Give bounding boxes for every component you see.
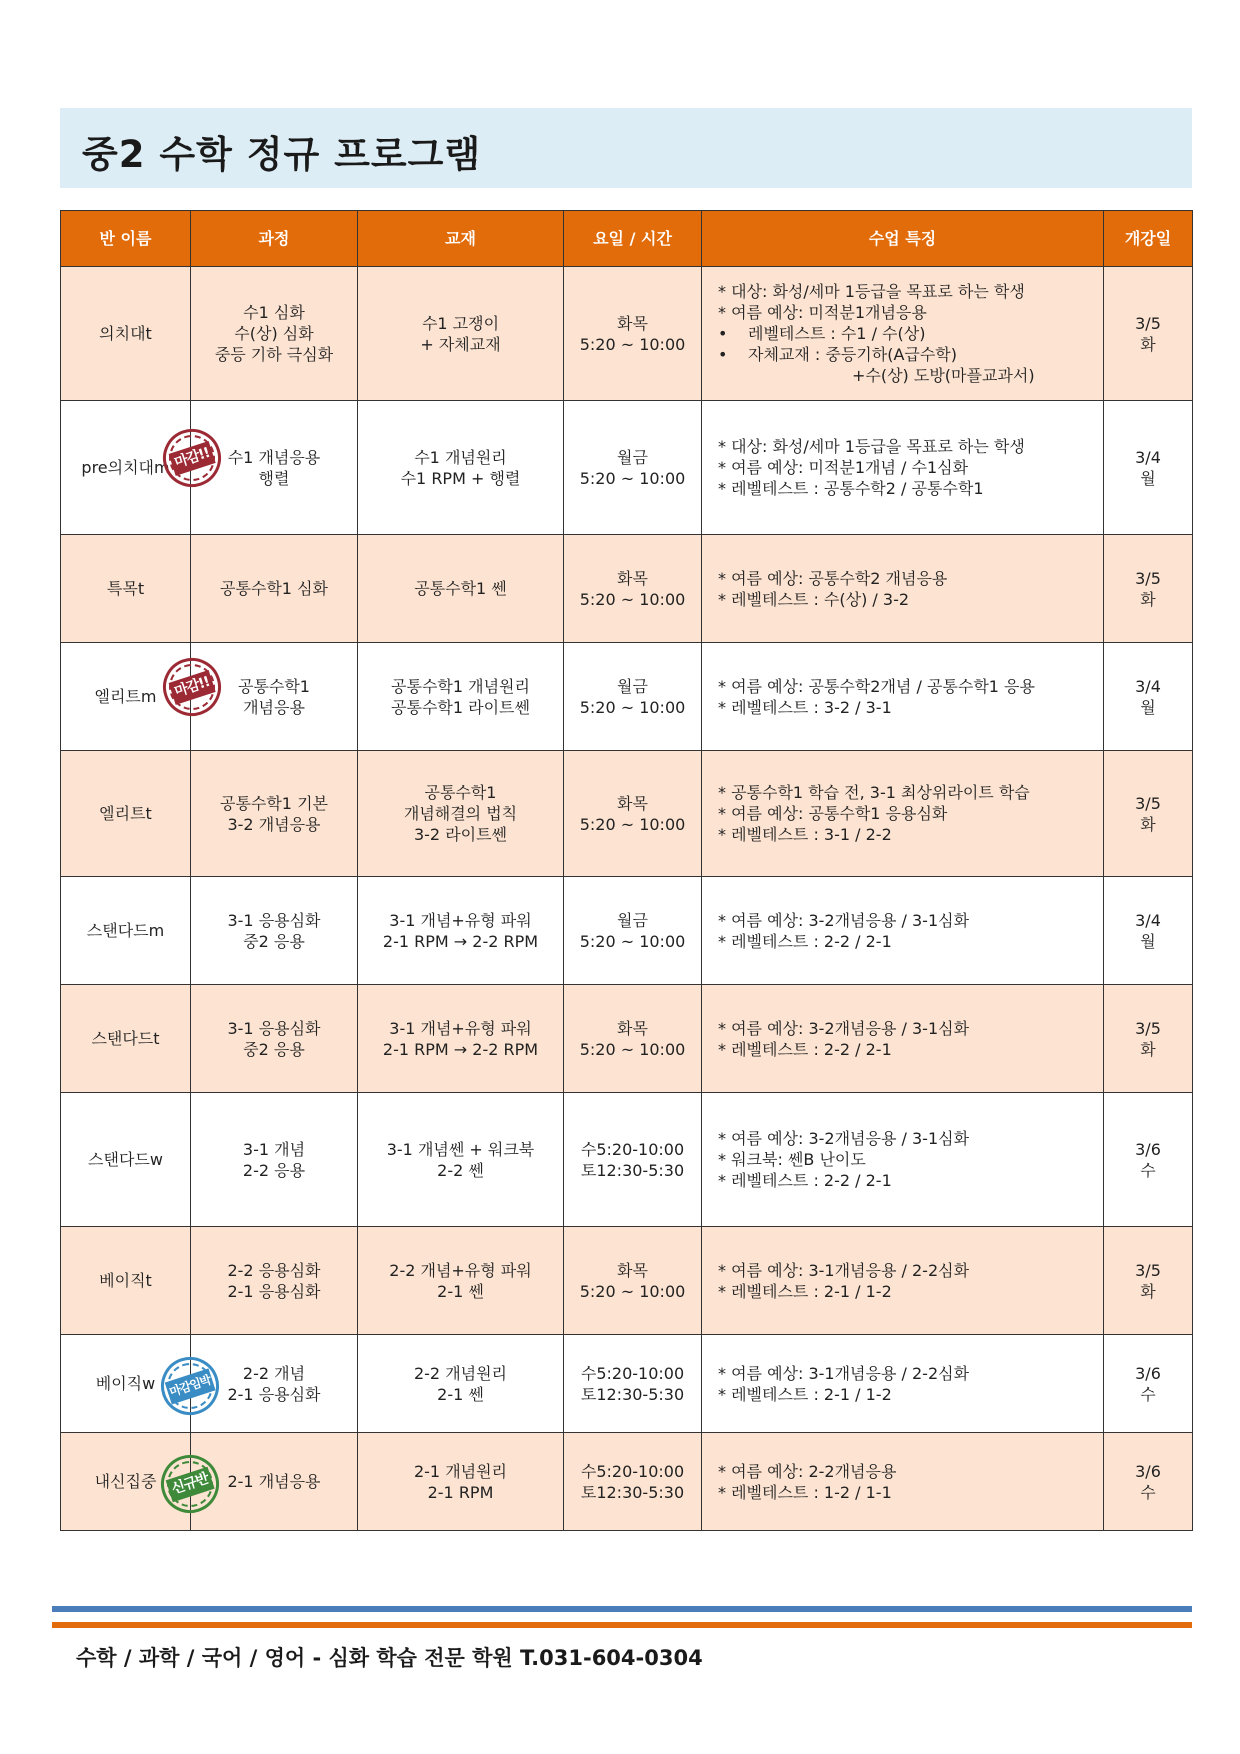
course-cell-line: 공통수학1 기본 [219,793,328,813]
schedule-cell-line: 토12:30-5:30 [580,1482,685,1502]
class-name: 스탠다드m [86,921,165,940]
textbook-cell-line: 2-2 쎈 [437,1160,484,1180]
textbook-cell-line: 2-1 RPM → 2-2 RPM [382,931,539,951]
start-date-cell [1104,1227,1193,1335]
header-start-date: 개강일 [1104,211,1193,267]
feature-line: * 레벨테스트 : 1-2 / 1-1 [718,1482,892,1502]
feature-line: * 여름 예상: 미적분1개념 / 수1심화 [718,458,969,477]
table-row [61,643,1193,751]
start-date-cell-line: 3/6 [1135,1461,1161,1481]
textbook-cell-line: + 자체교재 [420,334,501,354]
textbook-cell-line: 3-1 개념+유형 파워 [389,1018,532,1038]
features-cell [702,877,1104,985]
features-cell [702,985,1104,1093]
start-date-cell-line: 화 [1140,334,1156,354]
feature-line: * 대상: 화성/세마 1등급을 목표로 하는 학생 [718,437,1025,456]
course-cell-line: 중2 응용 [243,1039,305,1059]
course-cell-line: 3-1 개념 [242,1139,306,1159]
textbook-cell-line: 수1 RPM + 행렬 [400,468,521,488]
schedule-cell-line: 수5:20-10:00 [580,1139,685,1159]
schedule-cell [564,877,702,985]
schedule-cell [564,751,702,877]
textbook-cell [358,1335,564,1433]
features-cell [702,1433,1104,1531]
schedule-cell-line: 화목 [617,313,648,333]
start-date-cell [1104,751,1193,877]
schedule-cell [564,267,702,401]
feature-line [718,323,1103,344]
course-cell-line: 2-1 개념응용 [227,1472,321,1491]
textbook-cell-line: 2-2 개념+유형 파워 [389,1260,532,1280]
course-cell-line: 2-2 응용 [242,1160,306,1180]
start-date-cell [1104,877,1193,985]
class-name: 특목t [106,579,145,598]
status-stamp-label: 마감!! [169,669,216,704]
footer-contact: 수학 / 과학 / 국어 / 영어 - 심화 학습 전문 학원 T.031-604-0304 [76,1646,703,1670]
feature-line: * 레벨테스트 : 2-1 / 1-2 [718,1384,892,1404]
class-name-cell [61,1335,213,1433]
table-row [61,267,1193,401]
course-cell-line: 중등 기하 극심화 [214,345,334,364]
schedule-cell-line: 5:20 ~ 10:00 [579,1039,686,1059]
feature-line: * 여름 예상: 미적분1개념응용 [718,303,927,322]
features-cell [702,267,1104,401]
feature-line: * 레벨테스트 : 수(상) / 3-2 [718,589,910,609]
course-cell-line: 3-1 응용심화 [227,910,321,930]
header-schedule: 요일 / 시간 [564,211,702,267]
class-name: 엘리트m [94,687,157,706]
start-date-cell-line: 3/5 [1135,793,1161,813]
course-cell-line: 2-1 응용심화 [227,1281,321,1301]
class-name: 스탠다드w [88,1150,163,1169]
features-cell [702,1227,1104,1335]
table-row [61,1433,1193,1531]
start-date-cell-line: 3/4 [1135,447,1161,467]
schedule-cell-line: 화목 [617,1018,648,1038]
schedule-cell-line: 5:20 ~ 10:00 [579,468,686,488]
table-row [61,401,1193,535]
feature-line: * 여름 예상: 2-2개념응용 [718,1461,897,1481]
feature-line: * 레벨테스트 : 2-2 / 2-1 [718,1039,892,1059]
feature-line: * 레벨테스트 : 2-1 / 1-2 [718,1281,892,1301]
feature-line: * 여름 예상: 3-1개념응용 / 2-2심화 [718,1363,970,1383]
start-date-cell-line: 3/5 [1135,1018,1161,1038]
schedule-cell [564,1227,702,1335]
textbook-cell-line: 공통수학1 [424,783,497,802]
schedule-cell-line: 수5:20-10:00 [580,1363,685,1383]
course-cell [191,751,358,877]
course-cell [191,1093,358,1227]
class-name-cell [61,751,191,877]
features-cell [702,1335,1104,1433]
start-date-cell-line: 화 [1140,814,1156,834]
course-cell [191,535,358,643]
textbook-cell-line: 수1 고쟁이 [421,313,500,333]
class-name: pre의치대m [81,458,170,477]
header-course: 과정 [191,211,358,267]
features-cell [702,751,1104,877]
feature-line: * 여름 예상: 3-2개념응용 / 3-1심화 [718,910,970,930]
textbook-cell-line: 2-1 RPM → 2-2 RPM [382,1039,539,1059]
feature-line: * 여름 예상: 공통수학2개념 / 공통수학1 응용 [718,676,1035,696]
textbook-cell [358,877,564,985]
class-name-cell [61,535,191,643]
start-date-cell-line: 3/6 [1135,1363,1161,1383]
class-name-cell [61,877,191,985]
table-row [61,877,1193,985]
schedule-cell [564,1093,702,1227]
start-date-cell-line: 3/5 [1135,1260,1161,1280]
schedule-cell-line: 월금 [617,910,648,930]
class-name: 엘리트t [99,804,152,823]
course-cell-line: 공통수학1 [237,676,310,696]
course-cell-line: 수1 개념응용 [227,447,321,467]
class-name-cell [61,643,212,751]
course-cell [191,985,358,1093]
schedule-cell-line: 5:20 ~ 10:00 [579,697,686,717]
class-name: 베이직t [99,1271,152,1290]
schedule-cell-line: 화목 [617,1260,648,1280]
textbook-cell-line: 수1 개념원리 [414,447,507,467]
course-cell-line: 2-1 응용심화 [227,1384,321,1404]
start-date-cell [1104,985,1193,1093]
course-cell [191,267,358,401]
header-features: 수업 특징 [702,211,1104,267]
status-stamp-label: 신규반 [166,1466,215,1501]
table-row [61,1093,1193,1227]
feature-text: 자체교재 : 중등기하(A급수학) [748,345,958,364]
textbook-cell-line: 2-1 쎈 [437,1281,484,1301]
textbook-cell [358,985,564,1093]
class-name: 베이직w [95,1374,156,1393]
status-stamp-label: 마감임박 [164,1367,215,1403]
start-date-cell-line: 3/6 [1135,1139,1161,1159]
textbook-cell-line: 공통수학1 개념원리 [391,676,530,696]
feature-line: * 여름 예상: 3-1개념응용 / 2-2심화 [718,1260,970,1280]
feature-line: * 여름 예상: 3-2개념응용 / 3-1심화 [718,1129,970,1148]
feature-line [718,344,1103,365]
course-cell-line: 공통수학1 심화 [219,579,328,598]
features-cell [702,1093,1104,1227]
start-date-cell-line: 수 [1140,1384,1156,1404]
course-cell [191,877,358,985]
textbook-cell-line: 3-1 개념쎈 + 워크북 [386,1139,535,1159]
textbook-cell-line: 공통수학1 쎈 [414,579,507,598]
start-date-cell-line: 월 [1140,931,1156,951]
start-date-cell-line: 3/5 [1135,313,1161,333]
start-date-cell-line: 수 [1140,1482,1156,1502]
textbook-cell [358,401,564,535]
textbook-cell [358,267,564,401]
schedule-cell [564,1335,702,1433]
start-date-cell [1104,643,1193,751]
schedule-cell [564,1433,702,1531]
class-name-cell [61,1227,191,1335]
start-date-cell [1104,267,1193,401]
header-class-name: 반 이름 [61,211,191,267]
course-cell-line: 2-2 개념 [242,1363,306,1383]
schedule-cell [564,643,702,751]
schedule-cell-line: 5:20 ~ 10:00 [579,1281,686,1301]
table-row [61,985,1193,1093]
schedule-cell-line: 5:20 ~ 10:00 [579,814,686,834]
start-date-cell-line: 화 [1140,1281,1156,1301]
course-cell-line: 수(상) 심화 [234,324,314,343]
textbook-cell [358,1227,564,1335]
feature-line: * 공통수학1 학습 전, 3-1 최상위라이트 학습 [718,783,1030,802]
course-cell-line: 개념응용 [243,697,305,717]
features-cell [702,401,1104,535]
textbook-cell [358,1433,564,1531]
textbook-cell-line: 2-1 개념원리 [413,1461,508,1481]
textbook-cell-line: 3-1 개념+유형 파워 [389,910,532,930]
class-name: 스탠다드t [91,1029,160,1048]
feature-line: * 레벨테스트 : 3-2 / 3-1 [718,697,892,717]
textbook-cell-line: 3-2 라이트쎈 [413,825,508,844]
feature-line: * 레벨테스트 : 2-2 / 2-1 [718,1171,892,1190]
schedule-cell [564,401,702,535]
bullet-icon: • [718,324,728,343]
feature-line: * 여름 예상: 공통수학1 응용심화 [718,804,948,823]
schedule-cell-line: 화목 [617,568,648,588]
schedule-cell-line: 월금 [617,447,648,467]
schedule-cell-line: 토12:30-5:30 [580,1160,685,1180]
class-name-cell [61,267,191,401]
course-cell-line: 3-2 개념응용 [227,814,321,834]
class-name-cell [61,1433,211,1531]
start-date-cell-line: 화 [1140,1039,1156,1059]
schedule-cell-line: 월금 [617,676,648,696]
bullet-icon: • [718,345,728,364]
feature-line: * 워크북: 쎈B 난이도 [718,1150,866,1169]
textbook-cell-line: 2-2 개념원리 [413,1363,508,1383]
feature-text: 레벨테스트 : 수1 / 수(상) [748,324,926,343]
start-date-cell-line: 월 [1140,468,1156,488]
footer-divider-orange [52,1622,1192,1628]
features-cell [702,535,1104,643]
page-title: 중2 수학 정규 프로그램 [82,133,482,176]
start-date-cell-line: 화 [1140,589,1156,609]
status-stamp-label: 마감!! [169,440,216,475]
schedule-cell-line: 수5:20-10:00 [580,1461,685,1481]
textbook-cell-line: 공통수학1 라이트쎈 [391,697,530,717]
start-date-cell [1104,535,1193,643]
start-date-cell [1104,401,1193,535]
feature-line: * 대상: 화성/세마 1등급을 목표로 하는 학생 [718,282,1025,301]
textbook-cell-line: 2-1 쎈 [437,1384,484,1404]
feature-line: +수(상) 도방(마플교과서) [852,366,1035,385]
table-header-row [61,211,1193,267]
textbook-cell-line: 개념해결의 법칙 [403,804,518,823]
course-cell-line: 수1 심화 [243,303,305,322]
class-name-cell [61,1093,191,1227]
textbook-cell [358,1093,564,1227]
class-name: 의치대t [99,324,152,343]
start-date-cell [1104,1093,1193,1227]
start-date-cell-line: 월 [1140,697,1156,717]
start-date-cell-line: 3/5 [1135,568,1161,588]
class-name-cell [61,401,212,535]
features-cell [702,643,1104,751]
table-row [61,751,1193,877]
title-banner [60,108,1192,188]
schedule-table [60,210,1193,1531]
textbook-cell-line: 2-1 RPM [427,1482,494,1502]
schedule-cell-line: 5:20 ~ 10:00 [579,589,686,609]
feature-line: * 레벨테스트 : 3-1 / 2-2 [718,825,892,844]
class-name: 내신집중 [94,1472,157,1491]
textbook-cell [358,643,564,751]
feature-line: * 레벨테스트 : 공통수학2 / 공통수학1 [718,479,984,498]
header-textbook: 교재 [358,211,564,267]
schedule-cell-line: 토12:30-5:30 [580,1384,685,1404]
schedule-cell-line: 5:20 ~ 10:00 [579,334,686,354]
course-cell [191,1227,358,1335]
table-row [61,535,1193,643]
table-row [61,1335,1193,1433]
course-cell-line: 중2 응용 [243,931,305,951]
course-cell-line: 행렬 [258,468,290,488]
schedule-cell-line: 5:20 ~ 10:00 [579,931,686,951]
course-cell-line: 2-2 응용심화 [227,1260,321,1280]
table-row [61,1227,1193,1335]
course-cell-line: 3-1 응용심화 [227,1018,321,1038]
start-date-cell-line: 3/4 [1135,676,1161,696]
footer-divider-blue [52,1606,1192,1612]
schedule-cell [564,535,702,643]
textbook-cell [358,751,564,877]
class-name-cell [61,985,191,1093]
start-date-cell [1104,1335,1193,1433]
start-date-cell-line: 수 [1140,1160,1156,1180]
feature-line: * 여름 예상: 공통수학2 개념응용 [718,568,948,588]
schedule-cell-line: 화목 [617,793,648,813]
feature-line: * 레벨테스트 : 2-2 / 2-1 [718,931,892,951]
start-date-cell [1104,1433,1193,1531]
start-date-cell-line: 3/4 [1135,910,1161,930]
feature-line: * 여름 예상: 3-2개념응용 / 3-1심화 [718,1018,970,1038]
schedule-cell [564,985,702,1093]
textbook-cell [358,535,564,643]
